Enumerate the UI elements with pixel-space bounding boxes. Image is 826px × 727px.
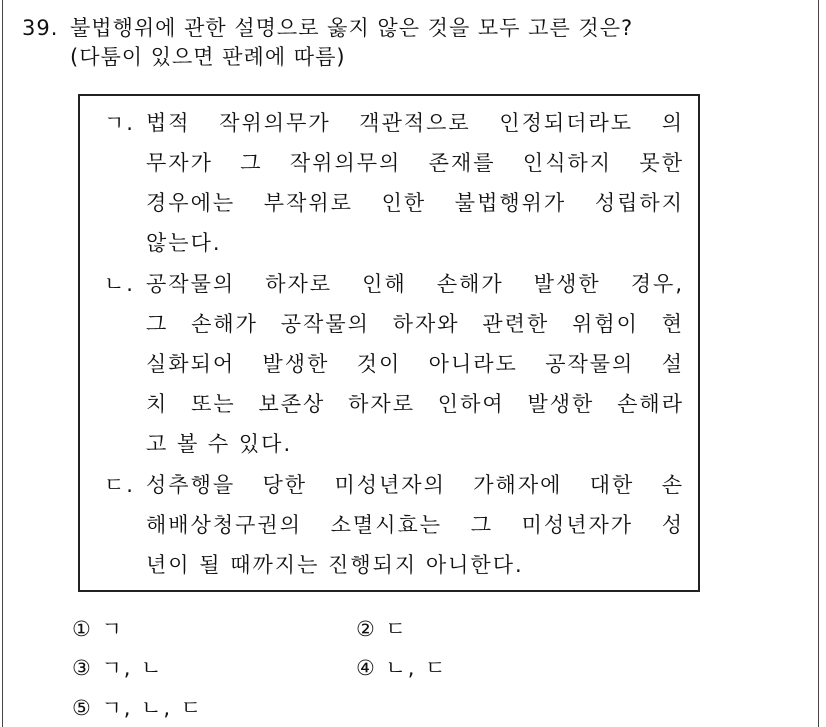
answer-choice-4[interactable]: ④ ㄴ, ㄷ — [356, 656, 448, 680]
statement-line: 해배상청구권의 소멸시효는 그 미성년자가 성 — [146, 513, 684, 537]
statement-marker: ㄱ. — [104, 111, 135, 135]
statement-line: 공작물의 하자로 인해 손해가 발생한 경우, — [146, 272, 684, 296]
question-stem — [22, 14, 812, 72]
answer-choice-2[interactable]: ② ㄷ — [356, 617, 408, 641]
statement-line: 고 볼 수 있다. — [146, 432, 293, 456]
statement-line: 치 또는 보존상 하자로 인하여 발생한 손해라 — [146, 392, 684, 416]
question-number: 39. — [22, 16, 59, 40]
statement-line: 성추행을 당한 미성년자의 가해자에 대한 손 — [146, 473, 684, 497]
statement-line: 않는다. — [146, 231, 222, 255]
statement-marker: ㄷ. — [104, 473, 135, 497]
statement-line: 법적 작위의무가 객관적으로 인정되더라도 의 — [146, 111, 684, 135]
answer-choice-1[interactable]: ① ㄱ — [72, 617, 124, 641]
statement-item-c — [104, 465, 684, 585]
statement-marker: ㄴ. — [104, 272, 135, 296]
question-subtext: (다툼이 있으면 판례에 따름) — [70, 45, 346, 69]
statement-line: 경우에는 부작위로 인한 불법행위가 성립하지 — [146, 191, 684, 215]
statement-line: 년이 될 때까지는 진행되지 아니한다. — [146, 553, 524, 577]
statement-item-a — [104, 103, 684, 263]
statement-line: 실화되어 발생한 것이 아니라도 공작물의 설 — [146, 352, 684, 376]
answer-choice-5[interactable]: ⑤ ㄱ, ㄴ, ㄷ — [72, 696, 204, 720]
answer-choice-3[interactable]: ③ ㄱ, ㄴ — [72, 656, 164, 680]
statement-line: 무자가 그 작위의무의 존재를 인식하지 못한 — [146, 151, 684, 175]
question-text: 불법행위에 관한 설명으로 옳지 않은 것을 모두 고른 것은? — [70, 16, 634, 40]
statement-item-b — [104, 264, 684, 464]
statement-line: 그 손해가 공작물의 하자와 관련한 위험이 현 — [146, 312, 684, 336]
page-border-right — [818, 0, 819, 727]
page-border-left — [2, 0, 3, 727]
